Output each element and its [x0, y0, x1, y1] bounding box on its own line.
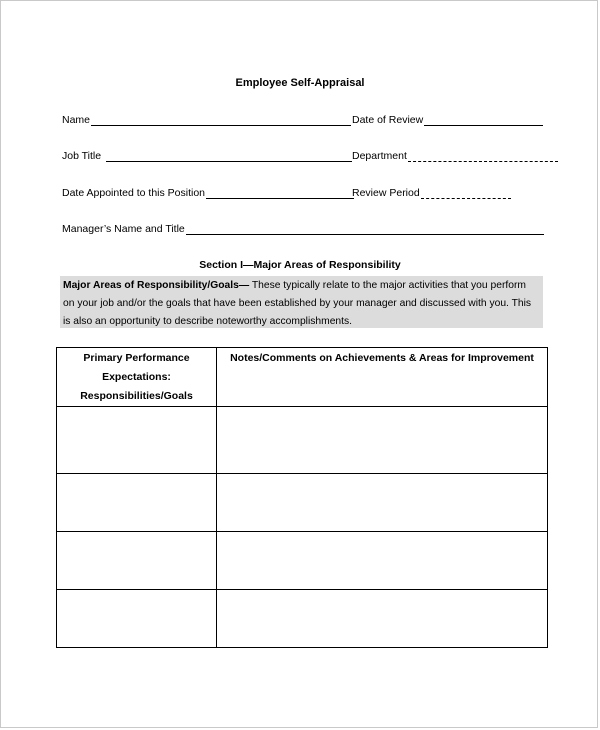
job-title-field[interactable] — [62, 150, 352, 162]
responsibility-cell[interactable] — [57, 474, 217, 532]
department-label: Department — [352, 150, 407, 162]
table-row — [57, 407, 548, 474]
responsibilities-table — [56, 347, 548, 648]
table-row — [57, 532, 548, 590]
manager-field[interactable] — [62, 223, 544, 235]
date-of-review-label: Date of Review — [352, 114, 424, 126]
name-field[interactable] — [62, 114, 351, 126]
date-appointed-label: Date Appointed to this Position — [62, 187, 206, 199]
header-notes-comments: Notes/Comments on Achievements & Areas for Improvement — [217, 348, 548, 407]
header-col1-line3: Responsibilities/Goals — [80, 390, 193, 402]
manager-label: Manager’s Name and Title — [62, 223, 185, 235]
section-note — [60, 276, 543, 328]
department-field[interactable] — [352, 150, 558, 162]
responsibility-cell[interactable] — [57, 532, 217, 590]
review-period-field[interactable] — [352, 187, 511, 199]
date-appointed-field[interactable] — [62, 187, 354, 199]
name-label: Name — [62, 114, 91, 126]
notes-cell[interactable] — [217, 407, 548, 474]
notes-cell[interactable] — [217, 532, 548, 590]
name-input-line[interactable] — [91, 116, 351, 126]
section-note-text: These typically relate to the major activities that you perform on your job and/or the goals that have been established by your manager and discussed with you. This is also an opportunity to describe noteworthy accomplishments. — [63, 280, 532, 327]
date-of-review-field[interactable] — [352, 114, 543, 126]
table-row — [57, 474, 548, 532]
table-row — [57, 590, 548, 648]
notes-cell[interactable] — [217, 474, 548, 532]
manager-input-line[interactable] — [186, 225, 544, 235]
job-title-label: Job Title — [62, 150, 102, 162]
section-note-bold: Major Areas of Responsibility/Goals— — [63, 280, 250, 291]
header-col1-line2: Expectations: — [102, 371, 171, 383]
responsibility-cell[interactable] — [57, 407, 217, 474]
table-header-row — [57, 348, 548, 407]
notes-cell[interactable] — [217, 590, 548, 648]
header-col1-line1: Primary Performance — [83, 352, 190, 364]
review-period-input-line[interactable] — [421, 189, 511, 199]
document-title: Employee Self-Appraisal — [235, 77, 365, 89]
date-of-review-input-line[interactable] — [424, 116, 543, 126]
header-primary-performance — [57, 348, 217, 407]
review-period-label: Review Period — [352, 187, 420, 199]
date-appointed-input-line[interactable] — [206, 189, 354, 199]
responsibility-cell[interactable] — [57, 590, 217, 648]
department-input-line[interactable] — [408, 152, 558, 162]
job-title-input-line[interactable] — [106, 152, 352, 162]
section-title: Section I—Major Areas of Responsibility — [199, 259, 401, 271]
